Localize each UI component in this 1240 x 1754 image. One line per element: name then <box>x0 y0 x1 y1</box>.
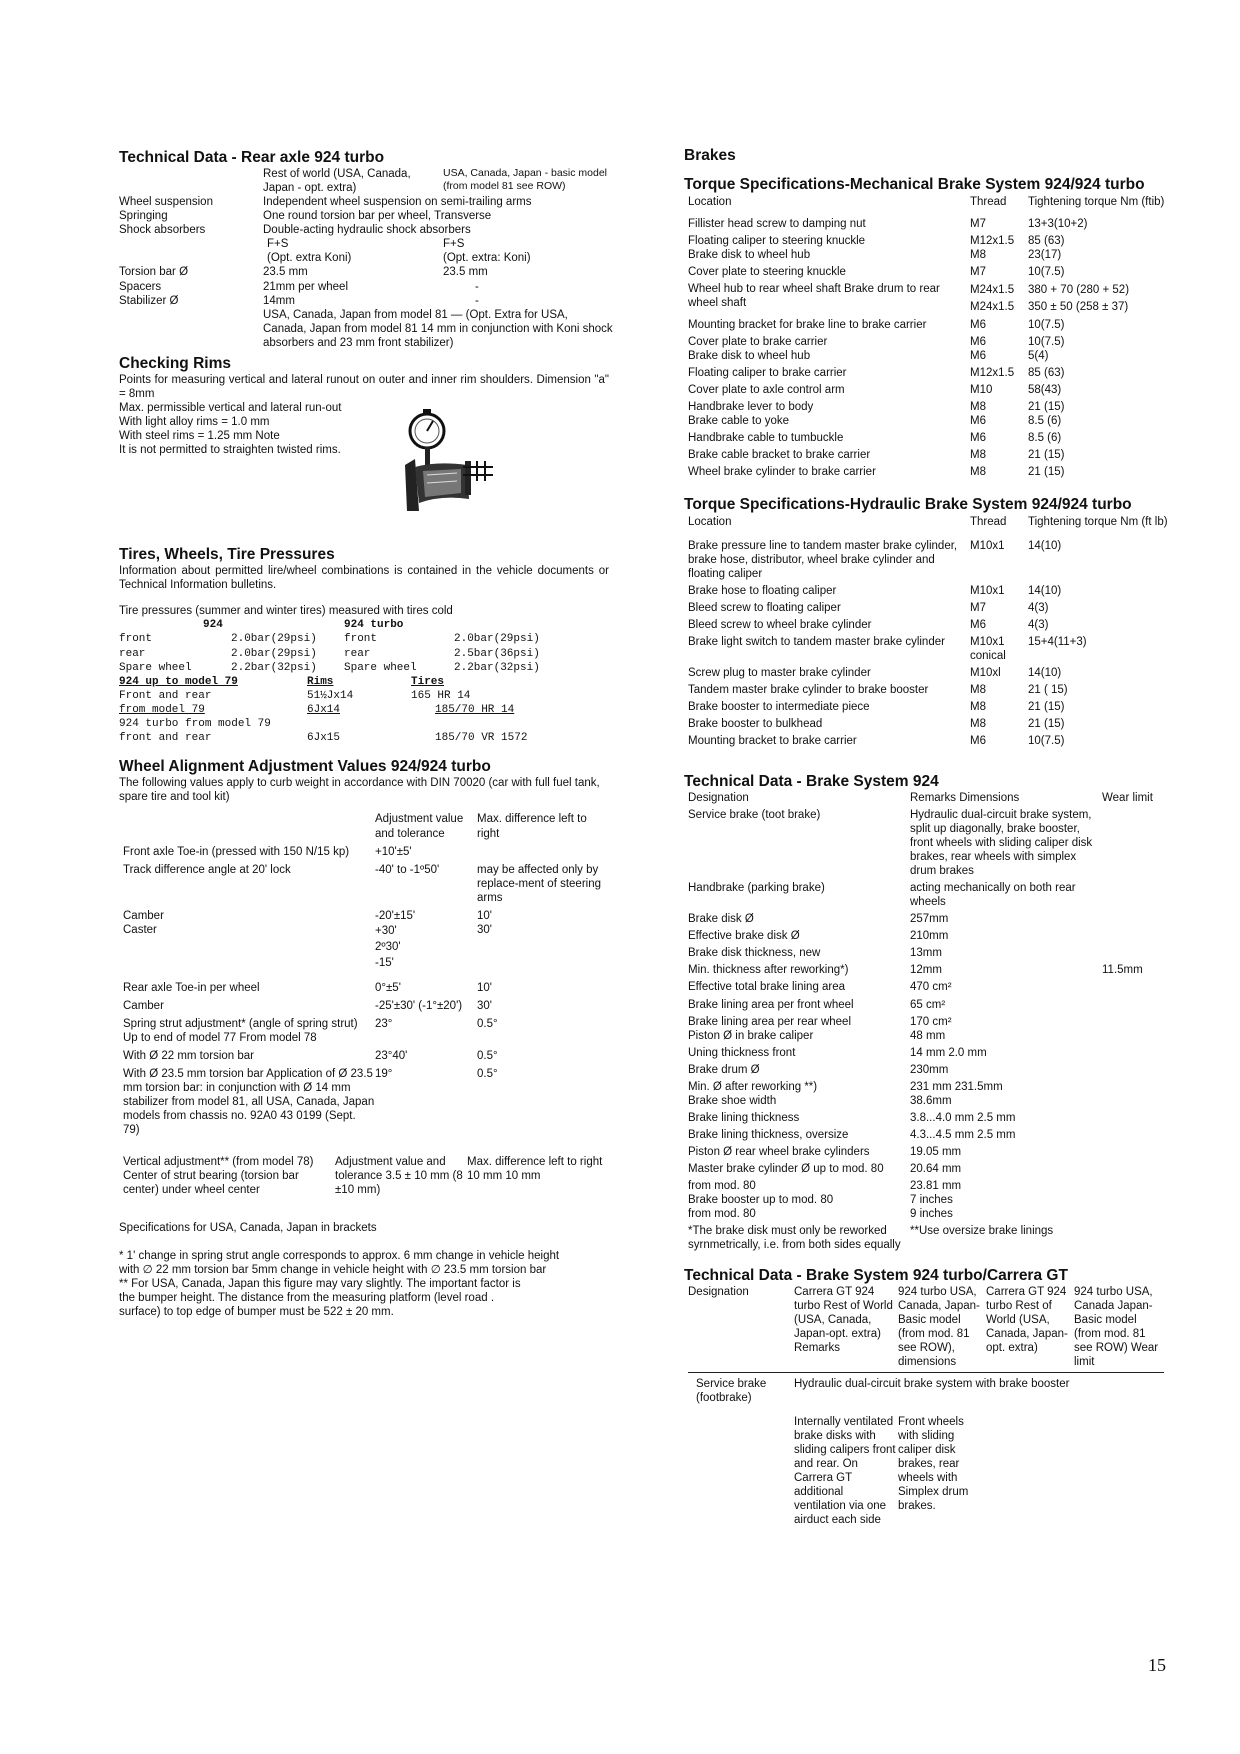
row-value: Independent wheel suspension on semi-trailing arms <box>263 196 532 209</box>
col-header: Max. difference left to right <box>477 813 587 840</box>
cell: 15+4(11+3) <box>1028 635 1087 648</box>
alignment-table <box>119 812 609 1137</box>
col-header: Thread <box>970 515 1007 528</box>
cell: 165 HR 14 <box>411 689 471 702</box>
row-label: Shock absorbers <box>119 224 206 237</box>
footnote: ** For USA, Canada, Japan this figure may vary slightly. The important factor is the bumper height. The distance from the measuring platform (level road . surface) to top edge of bumper must be 522 ± 20 mm. <box>119 1278 521 1319</box>
fs-a: F+S <box>267 238 289 251</box>
cell: Hydraulic dual-circuit brake system with brake booster <box>794 1378 1070 1391</box>
col-header: Carrera GT 924 turbo Rest of World (USA, Canada, Japan-opt. extra) Remarks <box>794 1286 893 1355</box>
cell: -25'±30' (-1°±20') <box>375 999 463 1012</box>
cell: Cover plate to steering knuckle <box>688 265 846 278</box>
cell: 21 ( 15) <box>1028 683 1068 696</box>
cell <box>1102 881 1182 909</box>
cell: 10' <box>477 981 492 994</box>
cell <box>1102 980 1182 994</box>
cell: Min. thickness after reworking*) <box>688 964 849 977</box>
cell: Handbrake (parking brake) <box>688 882 825 895</box>
cell: Handbrake lever to body Brake cable to yoke <box>688 401 814 428</box>
cell: 380 + 70 (280 + 52) 350 ± 50 (258 ± 37) <box>1028 283 1130 313</box>
cell: 14 mm 2.0 mm <box>910 1046 987 1059</box>
mech-torque-title: Torque Specifications-Mechanical Brake System 924/924 turbo <box>684 176 1145 194</box>
brake-system-924-title: Technical Data - Brake System 924 <box>684 772 939 790</box>
col-header: Tightening torque Nm (ftib) <box>1028 195 1165 208</box>
cell: Front axle Toe-in (pressed with 150 N/15 kp) <box>123 845 350 858</box>
cell: Brake drum Ø <box>688 1063 760 1076</box>
cell: Screw plug to master brake cylinder <box>688 666 871 679</box>
cell: Wheel hub to rear wheel shaft Brake drum to rear wheel shaft <box>688 282 940 309</box>
cell: M8 <box>970 700 986 713</box>
cell: 6Jx15 <box>307 732 341 744</box>
cell: Front wheels with sliding caliper disk brakes, rear wheels with Simplex drum brakes. <box>898 1416 969 1513</box>
cell: may be affected only by replace-ment of steering arms <box>477 863 602 904</box>
tires-intro: Information about permitted lire/wheel combinations is contained in the vehicle documents or Technical Information bulletins. <box>119 565 609 592</box>
hyd-torque-table <box>684 515 1184 748</box>
brake-system-gt-table <box>684 1285 1184 1527</box>
torsion-a: 23.5 mm <box>263 266 308 279</box>
mech-torque-table <box>684 195 1184 480</box>
col-model: 924 up to model 79 <box>119 675 238 688</box>
torsion-label: Torsion bar Ø <box>119 266 189 279</box>
cell: front and rear <box>119 732 212 744</box>
cell: 20.64 mm <box>910 1162 962 1175</box>
cell: Bleed screw to floating caliper <box>688 601 841 614</box>
cell: Floating caliper to brake carrier <box>688 367 847 380</box>
cell: M6 M6 <box>970 336 986 363</box>
cell: M6 <box>970 734 986 747</box>
cell: rear <box>119 647 146 660</box>
cell: Brake light switch to tandem master brake cylinder <box>688 635 945 648</box>
cell: Camber <box>123 999 164 1012</box>
cell: Service brake (toot brake) <box>688 809 821 822</box>
cell: 23°40' <box>375 1049 408 1062</box>
cell: M8 <box>970 449 986 462</box>
cell: 13mm <box>910 947 942 960</box>
rims-text: It is not permitted to straighten twisted rims. <box>119 444 341 457</box>
cell: Effective brake disk Ø <box>688 930 800 943</box>
cell: Spring strut adjustment* (angle of spring strut) Up to end of model 77 From model 78 <box>123 1017 358 1044</box>
cell: 10(7.5) 5(4) <box>1028 336 1065 363</box>
cell: 0.5° <box>477 1049 498 1062</box>
col-header: Location <box>688 195 732 208</box>
col-924-turbo: 924 turbo <box>344 619 404 632</box>
cell: 23.81 mm 7 inches 9 inches <box>910 1179 962 1220</box>
cell: Uning thickness front <box>688 1046 796 1059</box>
cell: M10x1 <box>970 539 1005 552</box>
cell: 230mm <box>910 1063 949 1076</box>
cell: 4(3) <box>1028 618 1049 631</box>
cell: +10'±5' <box>375 845 412 858</box>
col-header: Designation <box>688 1286 749 1299</box>
cell: Bleed screw to wheel brake cylinder <box>688 618 872 631</box>
cell: *The brake disk must only be reworked syrnmetrically, i.e. from both sides equally <box>688 1224 901 1251</box>
cell: 19.05 mm <box>910 1145 962 1158</box>
cell: 2.0bar(29psi) <box>454 633 540 646</box>
cell <box>1102 1145 1182 1159</box>
cell: Wheel brake cylinder to brake carrier <box>688 466 876 479</box>
col-header: 924 turbo USA, Canada, Japan-Basic model (from mod. 81 see ROW), dimensions <box>898 1286 980 1369</box>
row-label: Springing <box>119 210 168 223</box>
cell: Brake lining thickness, oversize <box>688 1128 849 1141</box>
cell: 58(43) <box>1028 384 1062 397</box>
page-number: 15 <box>1148 1655 1166 1675</box>
cell: M24x1.5 M24x1.5 <box>970 283 1015 313</box>
cell: 65 cm² <box>910 998 946 1011</box>
cell: 2.2bar(32psi) <box>454 661 540 674</box>
stab-note: USA, Canada, Japan from model 81 — (Opt. Extra for USA, Canada, Japan from model 81 14 mm in conjunction with Koni shock absorbers and 23 mm front stabilizer) <box>263 308 613 349</box>
cell: 2.2bar(32psi) <box>231 661 317 674</box>
col-header: Thread <box>970 195 1007 208</box>
cell <box>1102 998 1182 1012</box>
cell: 2.5bar(36psi) <box>454 647 540 660</box>
cell: Brake lining area per rear wheel Piston Ø in brake caliper <box>688 1015 852 1042</box>
cell: front <box>344 633 378 646</box>
cell: 210mm <box>910 930 949 943</box>
col-header: Carrera GT 924 turbo Rest of World (USA, Canada, Japan-opt. extra) <box>986 1286 1068 1355</box>
cell: 470 cm² <box>910 981 952 994</box>
cell: Brake booster to intermediate piece <box>688 700 870 713</box>
cell: 85 (63) <box>1028 367 1065 380</box>
cell <box>1102 1046 1182 1060</box>
cell: 14(10) <box>1028 584 1062 597</box>
cell: 21 (15) <box>1028 466 1065 479</box>
row-value: One round torsion bar per wheel, Transverse <box>263 210 492 223</box>
cell: 185/70 VR 1572 <box>435 732 528 744</box>
stab-a: 14mm <box>263 294 295 307</box>
cell: 30' <box>477 923 492 936</box>
cell: M10 <box>970 384 993 397</box>
rims-text: With light alloy rims = 1.0 mm <box>119 416 270 428</box>
cell: 3.8...4.0 mm 2.5 mm <box>910 1111 1016 1124</box>
cell: Master brake cylinder Ø up to mod. 80 <box>688 1162 884 1175</box>
cell: Cover plate to brake carrier Brake disk to wheel hub <box>688 336 828 363</box>
cell: Min. Ø after reworking **) Brake shoe width <box>688 1080 818 1107</box>
cell: Spare wheel <box>119 661 192 674</box>
stab-label: Stabilizer Ø <box>119 294 179 307</box>
cell: Mounting bracket to brake carrier <box>688 734 857 747</box>
cell <box>1102 929 1182 943</box>
torsion-b: 23.5 mm <box>443 266 488 279</box>
table-divider <box>688 1372 1164 1373</box>
cell: Rear axle Toe-in per wheel <box>123 981 260 994</box>
cell: Brake disk Ø <box>688 913 754 926</box>
cell <box>1102 1162 1182 1176</box>
cell: M7 <box>970 217 986 230</box>
vertical-adjustment <box>119 1155 609 1197</box>
koni-a: (Opt. extra Koni) <box>267 252 352 265</box>
cell: -20'±15' <box>375 909 416 922</box>
cell: 4.3...4.5 mm 2.5 mm <box>910 1128 1016 1141</box>
cell: Brake lining area per front wheel <box>688 998 854 1011</box>
cell: 185/70 HR 14 <box>435 703 515 716</box>
cell <box>1102 946 1182 960</box>
cell: M6 <box>970 432 986 445</box>
cell: 6Jx14 <box>307 703 341 716</box>
alignment-title: Wheel Alignment Adjustment Values 924/924 turbo <box>119 758 491 776</box>
cell: 21 (15) <box>1028 717 1065 730</box>
col-header: Adjustment value and tolerance <box>375 813 464 840</box>
alignment-intro: The following values apply to curb weight in accordance with DIN 70020 (car with full fuel tank, spare tire and tool kit) <box>119 777 600 804</box>
row-label: Wheel suspension <box>119 196 213 209</box>
cell: 257mm <box>910 913 949 926</box>
cell: 231 mm 231.5mm 38.6mm <box>910 1080 1003 1107</box>
cell: Max. difference left to right 10 mm 10 mm <box>467 1156 603 1183</box>
cell: Spare wheel <box>344 661 417 674</box>
cell: 85 (63) 23(17) <box>1028 234 1065 261</box>
tires-title: Tires, Wheels, Tire Pressures <box>119 545 335 563</box>
cell: M8 M6 <box>970 401 986 428</box>
cell: M12x1.5 <box>970 367 1015 380</box>
rear-axle-title: Technical Data - Rear axle 924 turbo <box>119 149 385 166</box>
koni-b: (Opt. extra: Koni) <box>443 252 531 265</box>
cell: rear <box>344 647 371 660</box>
cell <box>1102 1128 1182 1142</box>
cell: 2.0bar(29psi) <box>231 647 317 660</box>
spec-note: Specifications for USA, Canada, Japan in brackets <box>119 1222 377 1235</box>
cell: Fillister head screw to damping nut <box>688 217 866 230</box>
cell: 170 cm² 48 mm <box>910 1015 952 1042</box>
cell: M8 <box>970 717 986 730</box>
cell: 51½Jx14 <box>307 689 354 702</box>
cell: M12x1.5 M8 <box>970 234 1015 261</box>
brake-system-gt-title: Technical Data - Brake System 924 turbo/Carrera GT <box>684 1266 1068 1284</box>
cell: 14(10) <box>1028 539 1062 552</box>
cell: M10x1 conical <box>970 635 1006 662</box>
left-column <box>119 148 613 1319</box>
cell: Floating caliper to steering knuckle Brake disk to wheel hub <box>688 234 866 261</box>
cell: from mod. 80 Brake booster up to mod. 80 from mod. 80 <box>688 1179 834 1220</box>
col-header: Wear limit <box>1102 792 1153 805</box>
cell: 0.5° <box>477 1017 498 1030</box>
rims-text: With steel rims = 1.25 mm Note <box>119 430 280 443</box>
cell: M8 <box>970 466 986 479</box>
cell: Brake cable bracket to brake carrier <box>688 449 871 462</box>
cell: 4(3) <box>1028 601 1049 614</box>
col-rims: Rims <box>307 675 334 688</box>
cell <box>1102 1063 1182 1077</box>
cell: Track difference angle at 20' lock <box>123 863 291 876</box>
cell: 0°±5' <box>375 981 401 994</box>
fs-b: F+S <box>443 238 465 251</box>
cell: Cover plate to axle control arm <box>688 384 845 397</box>
cell: M10xl <box>970 666 1001 679</box>
tire-pressure-heading: Tire pressures (summer and winter tires) measured with tires cold <box>119 605 453 618</box>
spacers-a: 21mm per wheel <box>263 280 349 293</box>
cell: Caster <box>123 923 157 936</box>
cell: Brake disk thickness, new <box>688 947 821 960</box>
cell: 10' <box>477 909 492 922</box>
footnote: * 1' change in spring strut angle corresponds to approx. 6 mm change in vehicle height with ∅ 22 mm torsion bar 5mm change in vehicle height with ∅ 23.5 mm torsion bar <box>119 1250 560 1277</box>
cell: Brake hose to floating caliper <box>688 584 837 597</box>
cell: Effective total brake lining area <box>688 981 846 994</box>
col-header: 924 turbo USA, Canada Japan-Basic model (from mod. 81 see ROW) Wear limit <box>1074 1286 1159 1369</box>
spacers-label: Spacers <box>119 280 162 293</box>
cell: acting mechanically on both rear wheels <box>910 882 1076 909</box>
cell: 21 (15) 8.5 (6) <box>1028 401 1065 428</box>
col-header: Tightening torque Nm (ft lb) <box>1028 515 1168 528</box>
cell: Adjustment value and tolerance 3.5 ± 10 mm (8 ±10 mm) <box>335 1156 463 1197</box>
cell: M10x1 <box>970 584 1005 597</box>
cell: With Ø 22 mm torsion bar <box>123 1049 255 1062</box>
rear-axle-col1-header: Rest of world (USA, Canada, Japan - opt. extra) <box>263 168 411 195</box>
hyd-torque-title: Torque Specifications-Hydraulic Brake System 924/924 turbo <box>684 496 1132 514</box>
cell: Brake lining thickness <box>688 1111 800 1124</box>
checking-rims <box>119 373 609 523</box>
cell: Front and rear <box>119 689 212 702</box>
cell: -40' to -1º50' <box>375 863 440 876</box>
right-column <box>684 146 1184 1527</box>
rims-text: Max. permissible vertical and lateral run-out <box>119 401 342 414</box>
cell: 14(10) <box>1028 666 1062 679</box>
cell: 11.5mm <box>1102 964 1143 977</box>
cell: from model 79 <box>119 703 205 716</box>
brake-system-924-table <box>684 791 1184 1251</box>
cell: Handbrake cable to tumbuckle <box>688 432 844 445</box>
col-header: Location <box>688 515 732 528</box>
cell: 10(7.5) <box>1028 265 1065 278</box>
rear-axle-col2-header: USA, Canada, Japan - basic model (from model 81 see ROW) <box>443 167 608 193</box>
dial-gauge-illustration-icon <box>397 403 507 515</box>
cell <box>1102 1015 1182 1043</box>
cell: 30' <box>477 999 492 1012</box>
cell: 10(7.5) <box>1028 734 1065 747</box>
col-tires: Tires <box>411 675 445 688</box>
stab-b: - <box>475 294 479 307</box>
cell: 21 (15) <box>1028 449 1065 462</box>
cell: 10(7.5) <box>1028 319 1065 332</box>
cell: 12mm <box>910 964 942 977</box>
cell <box>1102 1111 1182 1125</box>
rear-axle-table <box>119 167 613 349</box>
cell: 19° <box>375 1067 393 1080</box>
cell: 8.5 (6) <box>1028 432 1062 445</box>
cell: front <box>119 633 153 646</box>
cell <box>477 845 607 859</box>
checking-rims-title: Checking Rims <box>119 354 231 372</box>
cell: M7 <box>970 265 986 278</box>
col-header: Designation <box>688 792 749 805</box>
cell: 21 (15) <box>1028 700 1065 713</box>
cell: Brake pressure line to tandem master brake cylinder, brake hose, distributor, wheel brake cylinder and floating caliper <box>688 539 958 580</box>
cell: Mounting bracket for brake line to brake carrier <box>688 319 927 332</box>
cell: 13+3(10+2) <box>1028 217 1088 230</box>
cell: With Ø 23.5 mm torsion bar Application of Ø 23.5 mm torsion bar: in conjunction with Ø 14 mm stabilizer from model 81, all USA, Canada, Japan models from chassis no. 92A0 43 0199 (Sept. 79) <box>123 1067 375 1137</box>
cell: 0.5° <box>477 1067 498 1080</box>
cell: 2.0bar(29psi) <box>231 633 317 646</box>
cell: M7 <box>970 601 986 614</box>
cell <box>1102 1080 1182 1108</box>
cell: 23° <box>375 1017 393 1030</box>
tire-pressure-table <box>119 618 609 745</box>
cell <box>1102 808 1182 878</box>
cell: M8 <box>970 683 986 696</box>
cell: Internally ventilated brake disks with sliding calipers front and rear. On Carrera GT additional ventilation via one airduct each side <box>794 1416 896 1527</box>
cell: Brake booster to bulkhead <box>688 717 823 730</box>
col-924: 924 <box>203 619 223 632</box>
cell: **Use oversize brake linings <box>910 1224 1054 1237</box>
cell <box>1102 912 1182 926</box>
col-header: Remarks Dimensions <box>910 792 1020 805</box>
cell: +30' 2º30' -15' <box>375 924 401 969</box>
rims-text: Points for measuring vertical and lateral runout on outer and inner rim shoulders. Dimension "a" = 8mm <box>119 373 609 400</box>
brakes-section-title: Brakes <box>684 147 736 164</box>
cell: Tandem master brake cylinder to brake booster <box>688 683 929 696</box>
cell: M6 <box>970 618 986 631</box>
cell: Vertical adjustment** (from model 78) Center of strut bearing (torsion bar center) under wheel center <box>123 1156 314 1197</box>
cell: Hydraulic dual-circuit brake system, split up diagonally, brake booster, front wheels with sliding caliper disk brakes, rear wheels with simplex drum brakes <box>910 809 1093 878</box>
spacers-b: - <box>475 280 479 293</box>
row-value: Double-acting hydraulic shock absorbers <box>263 224 471 237</box>
cell: 924 turbo from model 79 <box>119 717 271 730</box>
cell <box>1102 1179 1182 1221</box>
cell: Service brake (footbrake) <box>696 1378 767 1405</box>
cell: Camber <box>123 909 164 922</box>
cell: Piston Ø rear wheel brake cylinders <box>688 1145 870 1158</box>
cell: M6 <box>970 319 986 332</box>
